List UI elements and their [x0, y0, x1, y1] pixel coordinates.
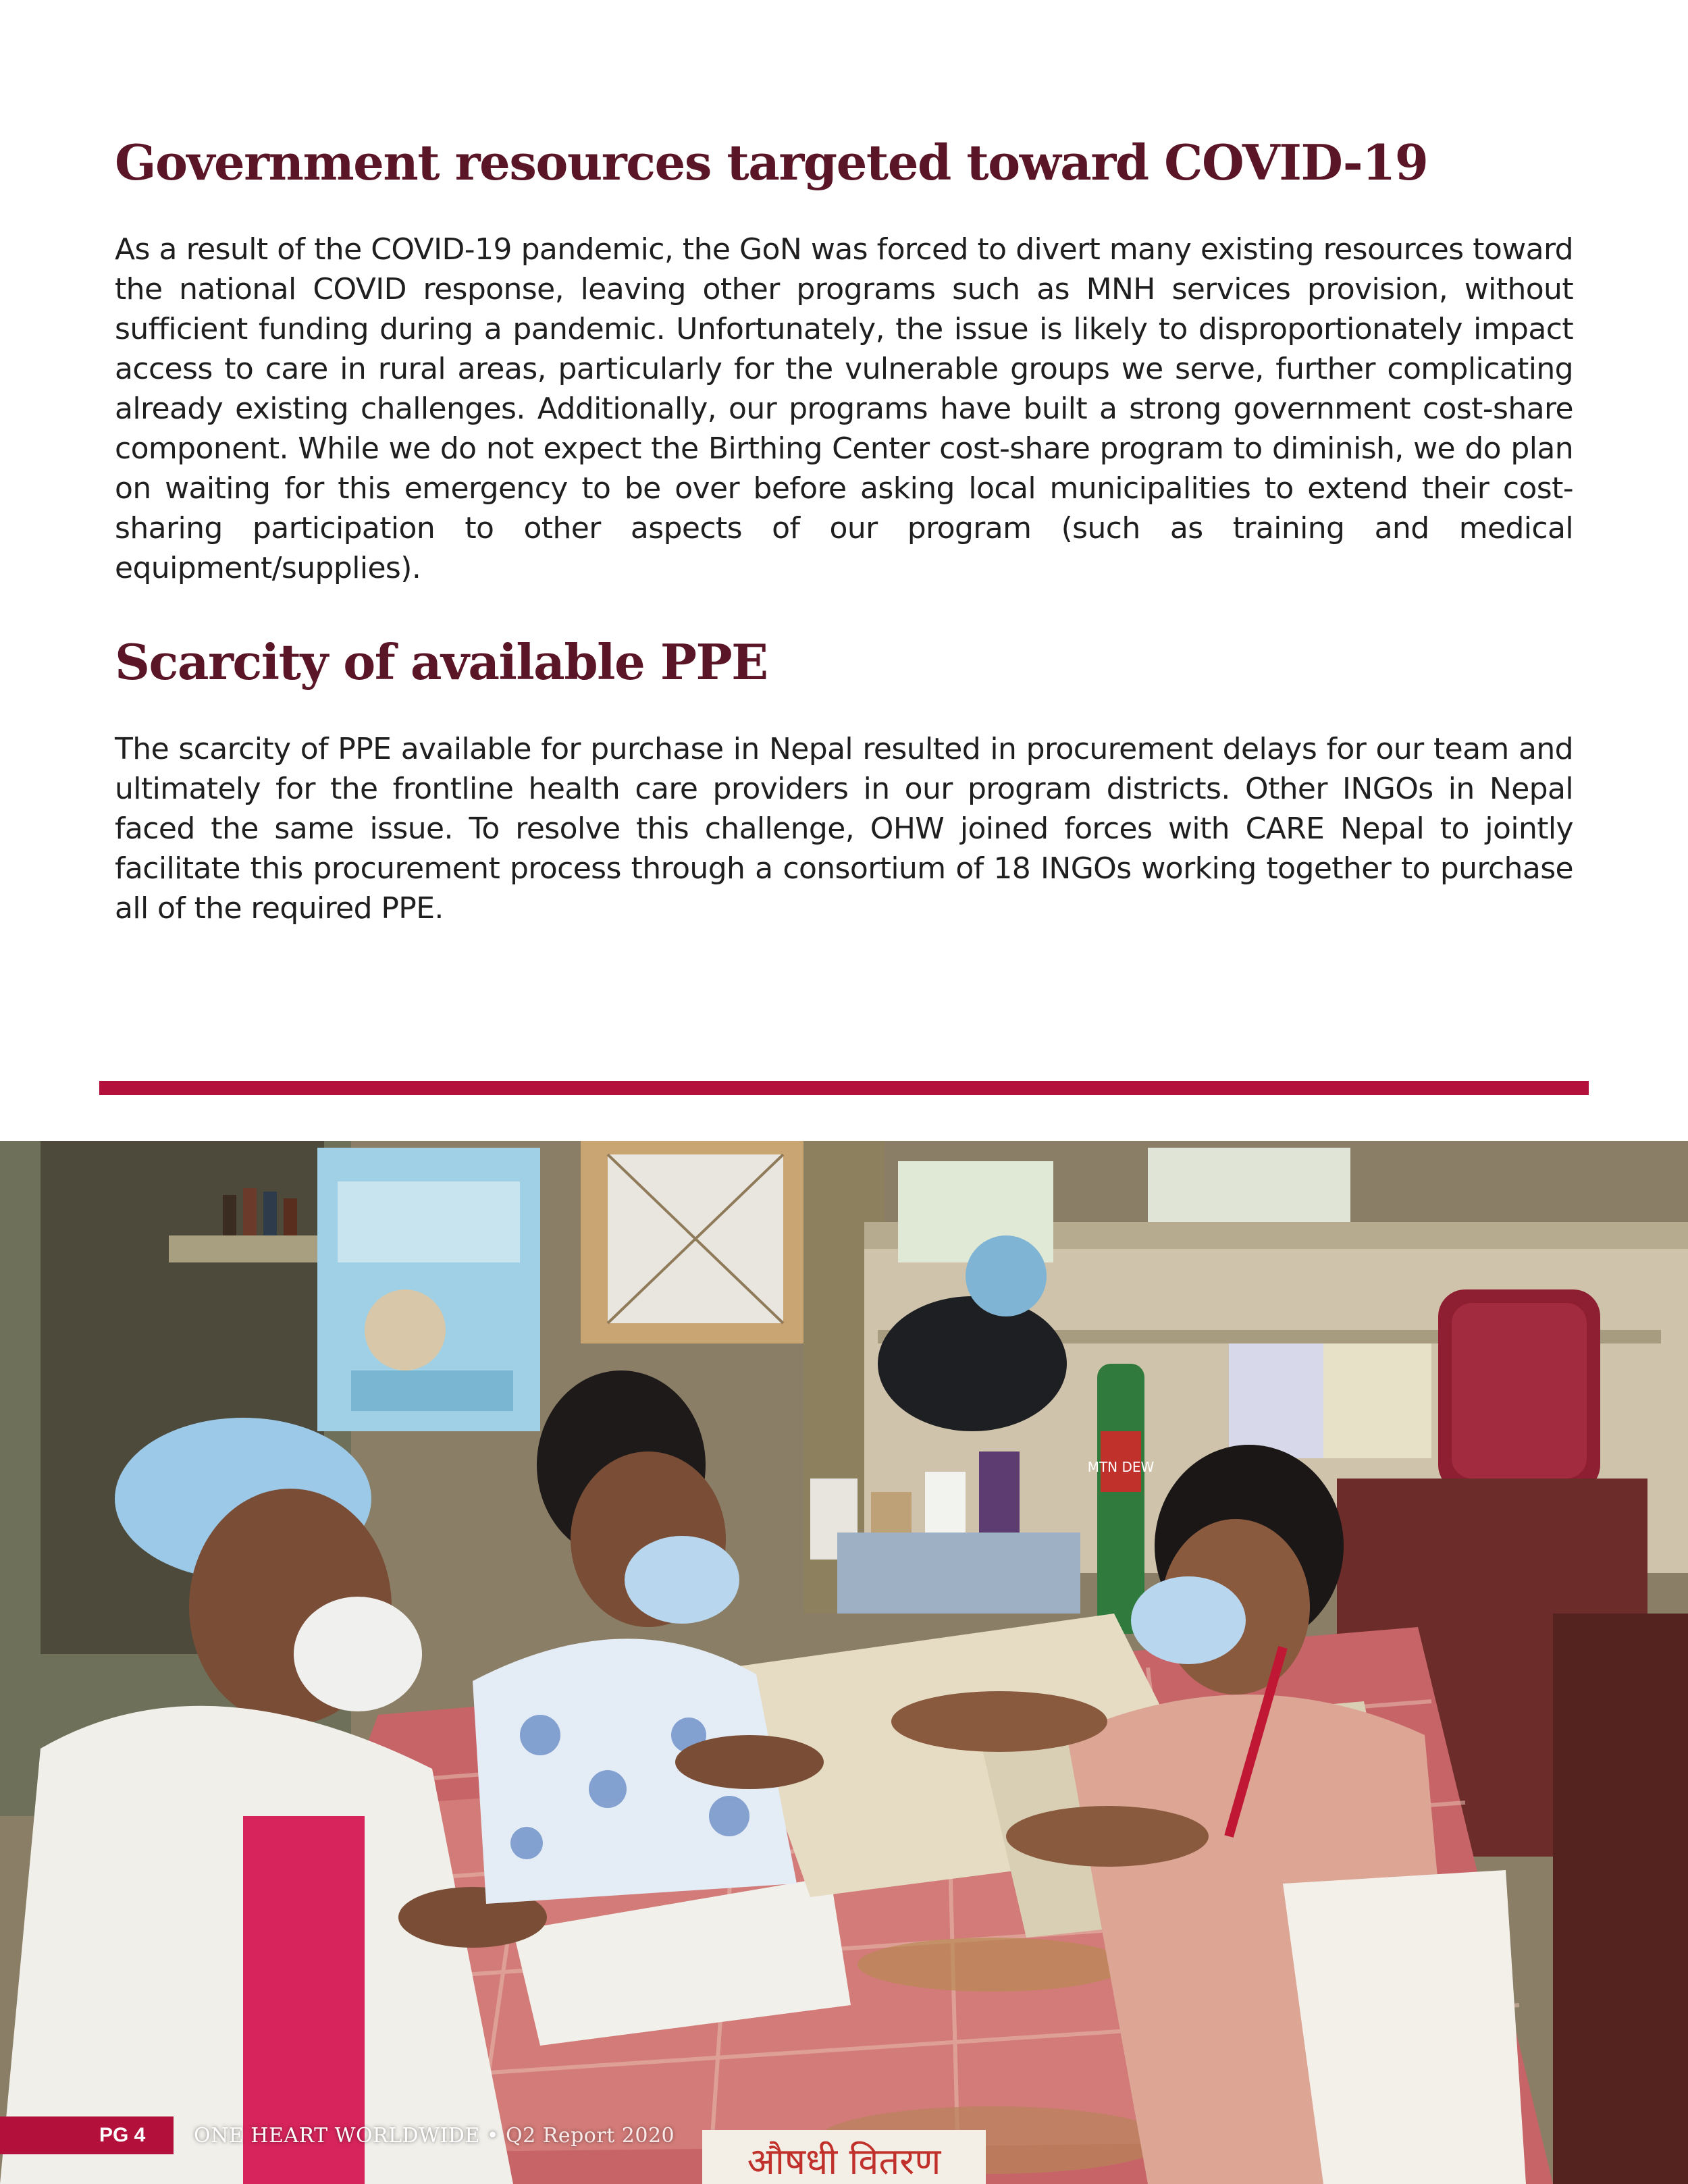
page-footer: [0, 2116, 675, 2154]
bottle-label: MTN DEW: [1087, 1459, 1155, 1475]
footer-separator: •: [479, 2123, 506, 2148]
footer-org: ONE HEART WORLDWIDE: [194, 2123, 480, 2148]
photo-sign: औषधी वितरण: [747, 2140, 941, 2183]
footer-publication: [194, 2124, 675, 2148]
section-title-ppe-scarcity: Scarcity of available PPE: [115, 633, 768, 691]
health-workers-photo: [0, 1141, 1688, 2184]
section-divider: [99, 1081, 1589, 1095]
section-body-covid-resources: As a result of the COVID-19 pandemic, the GoN was forced to divert many existing resources toward the national COVID response, leaving other programs such as MNH services provision, without sufficient funding during a pandemic. Unfortunately, the issue is likely to disproportionately impact access to care in rural areas, particularly for the vulnerable groups we serve, further complicating already existing challenges. Additionally, our programs have built a strong government cost-share component. While we do not expect the Birthing Center cost-share program to diminish, we do plan on waiting for this emergency to be over before asking local municipalities to extend their cost-sharing participation to other aspects of our program (such as training and medical equipment/supplies).: [115, 232, 1573, 585]
section-title-covid-resources: Government resources targeted toward COVID-19: [115, 134, 1428, 191]
page-number: PG 4: [0, 2116, 174, 2154]
section-body-ppe-scarcity: The scarcity of PPE available for purchase in Nepal resulted in procurement delays for our team and ultimately for the frontline health care providers in our program districts. Other INGOs in Nepal faced the same issue. To resolve this challenge, OHW joined forces with CARE Nepal to jointly facilitate this procurement process through a consortium of 18 INGOs working together to purchase all of the required PPE.: [115, 732, 1573, 926]
footer-report: Q2 Report 2020: [506, 2123, 675, 2148]
